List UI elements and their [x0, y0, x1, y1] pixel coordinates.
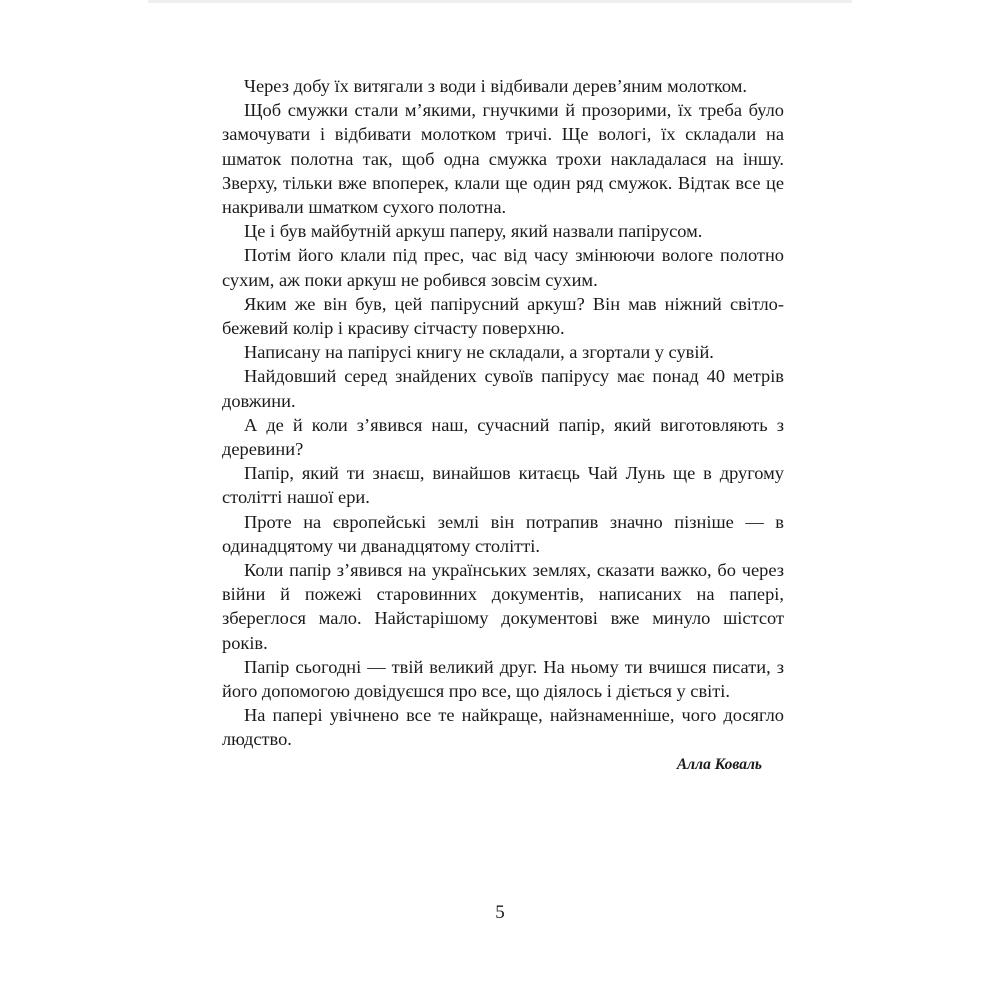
paragraph: Через добу їх витягали з води і відбивали дерев’яним молотком. [244, 76, 747, 96]
paragraph: Це і був майбутній аркуш паперу, який назвали папірусом. [244, 221, 703, 242]
paragraph: Написану на папірусі книгу не складали, а згортали у сувій. [244, 342, 714, 363]
top-edge-rule [148, 0, 852, 3]
author-signature: Алла Коваль [676, 755, 762, 773]
paragraph: Коли папір з’явився на українських землях, сказати важко, бо через війни й пожежі старовинних документів, написаних на папері, збереглося мало. Найстарішому документові вже минуло шістсот років. [222, 560, 784, 653]
paragraph: Щоб смужки стали м’якими, гнучкими й прозорими, їх треба було замочувати і відбивати молотком тричі. Ще вологі, їх складали на шматок полотна так, щоб одна смужка трохи накладалася на іншу. Зверху, тільки вже впоперек, клали ще один ряд смужок. Відтак все це накривали шматком сухого полотна. [222, 100, 784, 218]
page-number: 5 [495, 902, 505, 923]
paragraph: Папір сьогодні — твій великий друг. На ньому ти вчишся писати, з його допомогою довідуєшся про все, що діялось і діється у світі. [222, 656, 784, 702]
paragraph: Проте на європейські землі він потрапив значно пізніше — в одинадцятому чи дванадцятому столітті. [222, 511, 784, 556]
page-body [222, 74, 784, 775]
paragraph: На папері увічнено все те найкраще, найзнаменніше, чого досягло людство. [222, 705, 784, 750]
paragraph: Потім його клали під прес, час від часу змінюючи вологе полотно сухим, аж поки аркуш не робився зовсім сухим. [222, 245, 784, 290]
paragraph: Яким же він був, цей папірусний аркуш? Він мав ніжний світло-бежевий колір і красиву сітчасту поверхню. [222, 293, 784, 339]
paragraph: А де й коли з’явився наш, сучасний папір, який виготовляють з деревини? [222, 414, 784, 460]
paragraph: Найдовший серед знайдених сувоїв папірусу має понад 40 метрів довжини. [222, 366, 784, 411]
paragraph: Папір, який ти знаєш, винайшов китаєць Чай Лунь ще в другому столітті нашої ери. [222, 463, 784, 508]
